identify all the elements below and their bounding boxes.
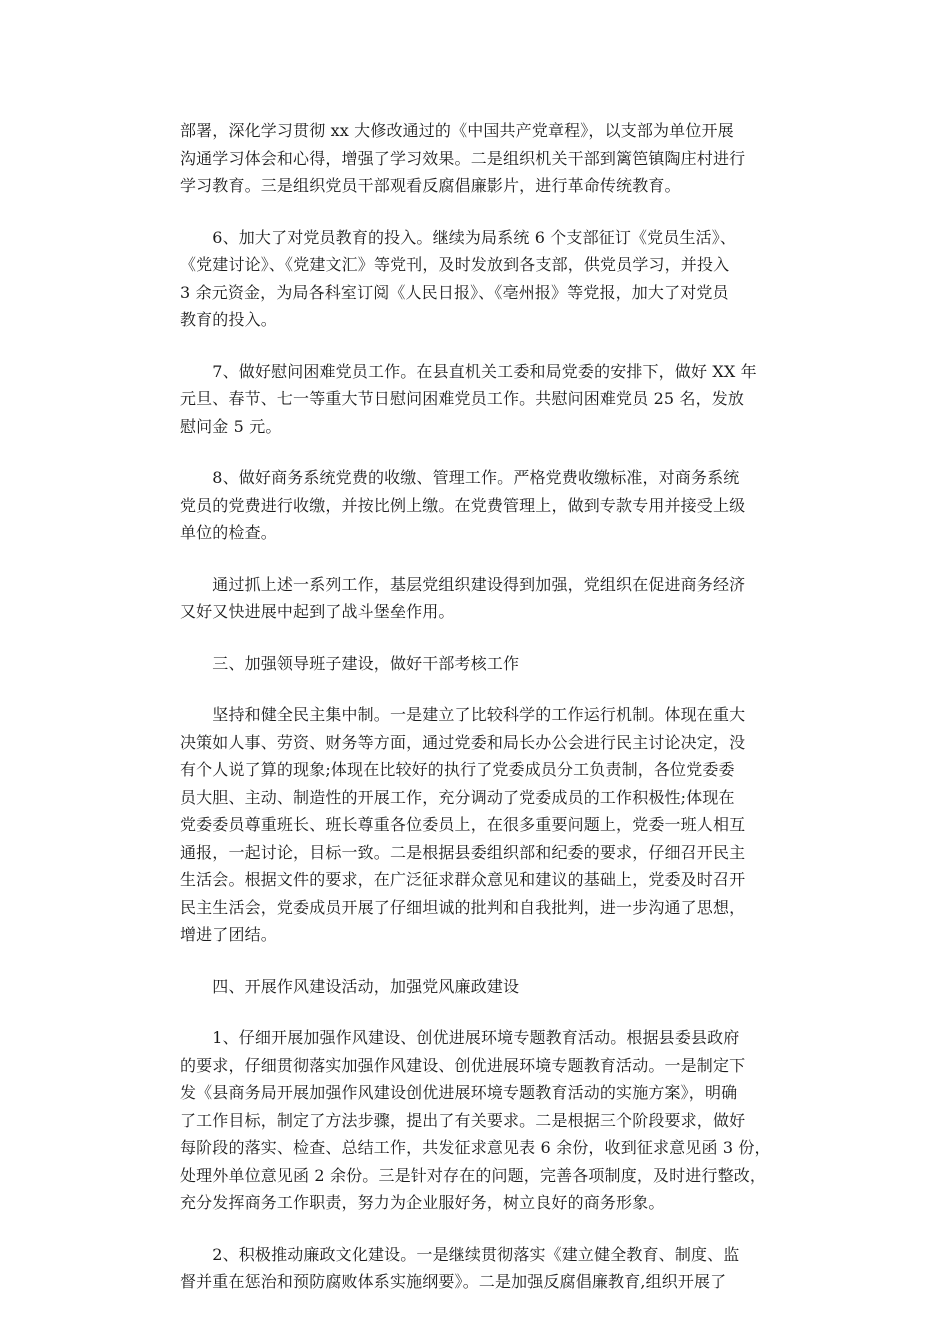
text-line: 沟通学习体会和心得，增强了学习效果。二是组织机关干部到篱笆镇陶庄村进行 — [180, 148, 746, 168]
text-line: 3 余元资金，为局各科室订阅《人民日报》、《亳州报》等党报，加大了对党员 — [180, 282, 729, 302]
text-line: 又好又快进展中起到了战斗堡垒作用。 — [180, 602, 455, 621]
heading-line: 三、加强领导班子建设，做好干部考核工作 — [180, 653, 520, 673]
text-line: 单位的检查。 — [180, 523, 277, 542]
text-line: 了工作目标，制定了方法步骤，提出了有关要求。二是根据三个阶段要求，做好 — [180, 1110, 746, 1130]
text-line: 教育的投入。 — [180, 310, 277, 329]
text-line: 学习教育。三是组织党员干部观看反腐倡廉影片，进行革命传统教育。 — [180, 176, 681, 195]
text-line: 元旦、春节、七一等重大节日慰问困难党员工作。共慰问困难党员 25 名，发放 — [180, 389, 745, 408]
text-line: 党委委员尊重班长、班长尊重各位委员上，在很多重要问题上，党委一班人相互 — [180, 815, 746, 834]
text-line: 《党建讨论》、《党建文汇》等党刊，及时发放到各支部，供党员学习，并投入 — [180, 255, 730, 274]
paragraph-item-6 — [180, 224, 776, 334]
text-line: 2、积极推动廉政文化建设。一是继续贯彻落实《建立健全教育、制度、监 — [180, 1244, 740, 1264]
text-line: 7、做好慰问困难党员工作。在县直机关工委和局党委的安排下，做好 XX 年 — [180, 361, 757, 381]
text-line: 坚持和健全民主集中制。一是建立了比较科学的工作运行机制。体现在重大 — [180, 705, 746, 724]
text-line: 党员的党费进行收缴，并按比例上缴。在党费管理上，做到专款专用并接受上级 — [180, 495, 746, 515]
paragraph-study-activities — [180, 117, 776, 200]
text-line: 的要求，仔细贯彻落实加强作风建设、创优进展环境专题教育活动。一是制定下 — [180, 1055, 746, 1075]
text-line: 8、做好商务系统党费的收缴、管理工作。严格党费收缴标准，对商务系统 — [180, 468, 740, 487]
text-line: 充分发挥商务工作职责，努力为企业服好务，树立良好的商务形象。 — [180, 1193, 665, 1212]
heading-line: 四、开展作风建设活动，加强党风廉政建设 — [180, 976, 520, 996]
text-line: 通过抓上述一系列工作，基层党组织建设得到加强，党组织在促进商务经济 — [180, 574, 746, 594]
text-line: 1、仔细开展加强作风建设、创优进展环境专题教育活动。根据县委县政府 — [180, 1028, 740, 1047]
text-line: 部署，深化学习贯彻 xx 大修改通过的《中国共产党章程》，以支部为单位开展 — [180, 121, 734, 140]
text-line: 增进了团结。 — [180, 925, 277, 944]
paragraph-work-style — [180, 1024, 776, 1217]
paragraph-summary — [180, 571, 776, 626]
text-line: 每阶段的落实、检查、总结工作，共发征求意见表 6 余份，收到征求意见函 3 份， — [180, 1138, 771, 1157]
text-line: 通报，一起讨论，目标一致。二是根据县委组织部和纪委的要求，仔细召开民主 — [180, 842, 746, 862]
text-line: 决策如人事、劳资、财务等方面，通过党委和局长办公会进行民主讨论决定，没 — [180, 732, 746, 752]
section-heading-3 — [180, 650, 776, 678]
text-line: 发《县商务局开展加强作风建设创优进展环境专题教育活动的实施方案》，明确 — [180, 1083, 738, 1102]
document-page — [180, 117, 776, 1320]
text-line: 民主生活会，党委成员开展了仔细坦诚的批判和自我批判，进一步沟通了思想， — [180, 897, 746, 917]
text-line: 生活会。根据文件的要求，在广泛征求群众意见和建议的基础上，党委及时召开 — [180, 870, 746, 889]
text-line: 6、加大了对党员教育的投入。继续为局系统 6 个支部征订《党员生活》、 — [180, 227, 737, 247]
paragraph-integrity-culture — [180, 1241, 776, 1296]
text-line: 慰问金 5 元。 — [180, 416, 282, 436]
text-line: 有个人说了算的现象;体现在比较好的执行了党委成员分工负责制，各位党委委 — [180, 760, 735, 779]
paragraph-item-8 — [180, 464, 776, 547]
paragraph-item-7 — [180, 358, 776, 441]
text-line: 员大胆、主动、制造性的开展工作，充分调动了党委成员的工作积极性;体现在 — [180, 787, 735, 807]
text-line: 处理外单位意见函 2 余份。三是针对存在的问题，完善各项制度，及时进行整改， — [180, 1165, 767, 1185]
text-line: 督并重在惩治和预防腐败体系实施纲要》。二是加强反腐倡廉教育,组织开展了 — [180, 1272, 727, 1291]
paragraph-democratic-centralism — [180, 701, 776, 949]
section-heading-4 — [180, 973, 776, 1001]
